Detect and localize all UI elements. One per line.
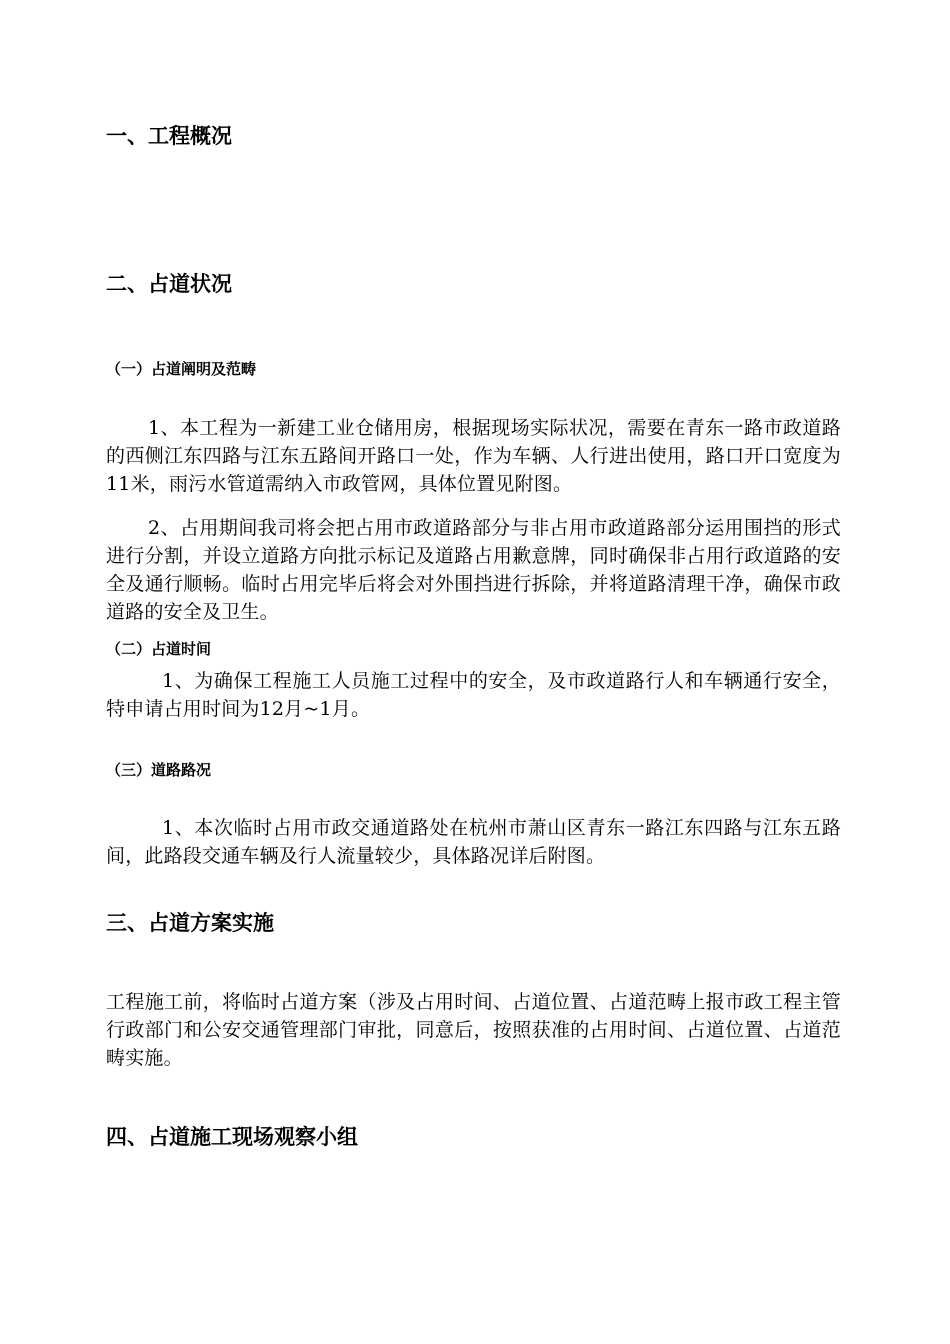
section-heading-observation-group: 四、占道施工现场观察小组 [106,1125,358,1149]
section-heading-implementation: 三、占道方案实施 [106,911,274,935]
section-heading-overview: 一、工程概况 [106,124,232,148]
subheading-time: （二）占道时间 [106,640,212,658]
paragraph-road-condition-1: 1、本次临时占用市政交通道路处在杭州市萧山区青东一路江东四路与江东五路间，此路段交通车辆及行人流量较少，具体路况详后附图。 [106,817,841,867]
section-heading-occupation-status: 二、占道状况 [106,272,232,296]
paragraph-time-1: 1、为确保工程施工人员施工过程中的安全，及市政道路行人和车辆通行安全，特申请占用时间为12月~1月。 [106,670,841,720]
paragraph-scope-1: 1、本工程为一新建工业仓储用房，根据现场实际状况，需要在青东一路市政道路的西侧江东四路与江东五路间开路口一处，作为车辆、人行进出使用，路口开口宽度为11米，雨污水管道需纳入市政管网，具体位置见附图。 [106,417,841,495]
paragraph-implementation: 工程施工前，将临时占道方案（涉及占用时间、占道位置、占道范畴上报市政工程主管行政部门和公安交通管理部门审批，同意后，按照获准的占用时间、占道位置、占道范畴实施。 [106,991,841,1069]
subheading-scope: （一）占道阐明及范畴 [106,360,257,378]
subheading-road-condition: （三）道路路况 [106,761,212,779]
paragraph-scope-2: 2、占用期间我司将会把占用市政道路部分与非占用市政道路部分运用围挡的形式进行分割，并设立道路方向批示标记及道路占用歉意牌，同时确保非占用行政道路的安全及通行顺畅。临时占用完毕后将会对外围挡进行拆除，并将道路清理干净，确保市政道路的安全及卫生。 [106,517,841,623]
